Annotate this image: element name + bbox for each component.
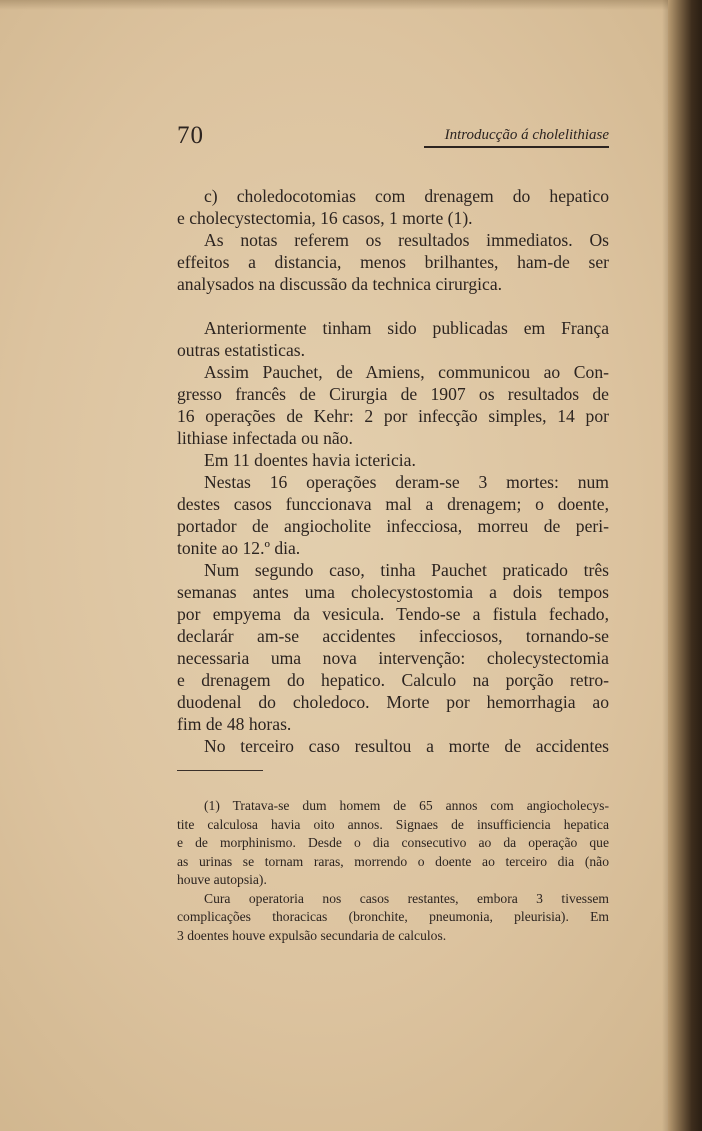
- text-line: analysados na discussão da technica cirurgica.: [177, 274, 503, 294]
- book-spine: [668, 0, 702, 1131]
- text-line: c) choledocotomias com drenagem do hepatico: [204, 186, 609, 206]
- paragraph-gap: [177, 295, 609, 317]
- text-line: Em 11 doentes havia ictericia.: [204, 450, 416, 470]
- paragraph: [177, 185, 609, 229]
- paragraph: [177, 735, 609, 757]
- text-line: portador de angiocholite infecciosa, morreu de peri-: [177, 516, 609, 536]
- text-line: duodenal do choledoco. Morte por hemorrhagia ao: [177, 692, 609, 712]
- text-line: fim de 48 horas.: [177, 714, 292, 734]
- footnote-line: complicações thoracicas (bronchite, pneumonia, pleurisia). Em: [177, 909, 609, 924]
- footnote-line: 3 doentes houve expulsão secundaria de calculos.: [177, 927, 447, 943]
- paragraph: [177, 361, 609, 449]
- text-line: e drenagem do hepatico. Calculo na porção retro-: [177, 670, 609, 690]
- text-line: No terceiro caso resultou a morte de accidentes: [204, 736, 609, 756]
- text-line: lithiase infectada ou não.: [177, 428, 353, 448]
- page-header: [177, 122, 609, 152]
- text-line: As notas referem os resultados immediatos. Os: [204, 230, 609, 250]
- text-line: gresso francês de Cirurgia de 1907 os resultados de: [177, 384, 609, 404]
- paragraph: [177, 229, 609, 295]
- footnote-paragraph: [177, 797, 609, 890]
- running-head: Introducção á cholelithiase: [444, 127, 609, 143]
- text-line: Anteriormente tinham sido publicadas em França: [204, 318, 609, 338]
- text-line: declarár am-se accidentes infecciosos, tornando-se: [177, 626, 609, 646]
- footnote-line: houve autopsia).: [177, 872, 267, 887]
- text-line: tonite ao 12.º dia.: [177, 538, 301, 558]
- footnote-line: as urinas se tornam raras, morrendo o doente ao terceiro dia (não: [177, 853, 609, 869]
- text-line: necessaria uma nova intervenção: cholecystectomia: [177, 648, 609, 668]
- footnote-line: tite calculosa havia oito annos. Signaes de insufficiencia hepatica: [177, 816, 609, 832]
- text-line: por empyema da vesicula. Tendo-se a fistula fechado,: [177, 604, 609, 624]
- text-line: semanas antes uma cholecystostomia a dois tempos: [177, 582, 609, 602]
- text-line: 16 operações de Kehr: 2 por infecção simples, 14 por: [177, 406, 609, 426]
- page-top-shadow: [0, 0, 702, 10]
- footnote: [177, 797, 609, 945]
- text-line: destes casos funccionava mal a drenagem; o doente,: [177, 494, 609, 514]
- footnote-line: (1) Tratava-se dum homem de 65 annos com angiocholecys-: [204, 798, 609, 813]
- footnote-rule: [177, 770, 263, 771]
- footnote-paragraph: [177, 890, 609, 946]
- text-line: e cholecystectomia, 16 casos, 1 morte (1).: [177, 208, 473, 228]
- text-line: Nestas 16 operações deram-se 3 mortes: num: [204, 472, 609, 492]
- page-number: 70: [177, 122, 204, 149]
- text-line: effeitos a distancia, menos brilhantes, ham-de ser: [177, 252, 609, 272]
- text-line: Assim Pauchet, de Amiens, communicou ao Con-: [204, 362, 609, 382]
- header-rule: [424, 146, 609, 148]
- body-text: [177, 185, 609, 757]
- paragraph: [177, 559, 609, 735]
- paragraph: [177, 317, 609, 361]
- text-line: outras estatisticas.: [177, 340, 306, 360]
- paragraph: [177, 471, 609, 559]
- paragraph: [177, 449, 609, 471]
- footnote-line: e de morphinismo. Desde o dia consecutivo ao da operação que: [177, 835, 609, 850]
- footnote-line: Cura operatoria nos casos restantes, embora 3 tivessem: [204, 890, 609, 906]
- text-line: Num segundo caso, tinha Pauchet praticado três: [204, 560, 609, 580]
